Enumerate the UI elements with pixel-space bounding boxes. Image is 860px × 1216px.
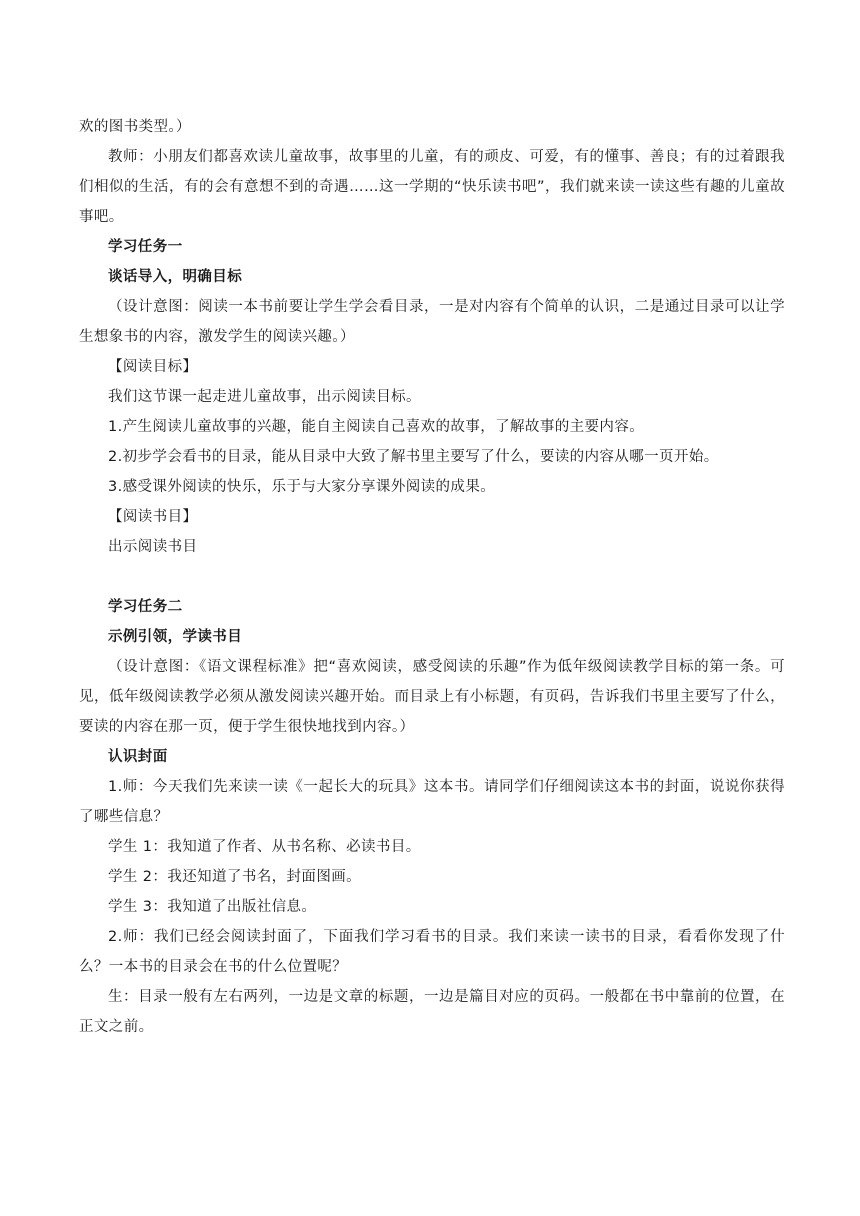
heading-know-cover: 认识封面: [108, 749, 168, 765]
paragraph-design-intent-1: （设计意图：阅读一本书前要让学生学会看目录，一是对内容有个简单的认识，二是通过目录可以让学生想象书的内容，激发学生的阅读兴趣。）: [79, 299, 785, 345]
paragraph-show-list: 出示阅读书目: [108, 539, 198, 555]
blank-line: [79, 562, 785, 592]
paragraph-student-2: 学生 2：我还知道了书名，封面图画。: [108, 869, 362, 885]
heading-task-two: 学习任务二: [108, 599, 183, 615]
paragraph-goals-intro: 我们这节课一起走进儿童故事，出示阅读目标。: [108, 389, 421, 405]
heading-reading-list: 【阅读书目】: [108, 509, 198, 525]
paragraph-teacher-intro: 教师：小朋友们都喜欢读儿童故事，故事里的儿童，有的顽皮、可爱，有的懂事、善良；有的过着跟我们相似的生活，有的会有意想不到的奇遇……这一学期的“快乐读书吧”，我们就来读一读这些有趣的儿童故事吧。: [79, 149, 785, 225]
paragraph-teacher-contents: 2.师：我们已经会阅读封面了，下面我们学习看书的目录。我们来读一读书的目录，看看你发现了什么？一本书的目录会在书的什么位置呢？: [79, 929, 785, 975]
heading-intro-goals: 谈话导入，明确目标: [108, 269, 243, 285]
goal-item-1: 1.产生阅读儿童故事的兴趣，能自主阅读自己喜欢的故事，了解故事的主要内容。: [108, 419, 645, 435]
goal-item-3: 3.感受课外阅读的快乐，乐于与大家分享课外阅读的成果。: [108, 479, 496, 495]
document-page: [79, 112, 785, 1042]
paragraph-design-intent-2: （设计意图：《语文课程标准》把“喜欢阅读，感受阅读的乐趣”作为低年级阅读教学目标的第一条。可见，低年级阅读教学必须从激发阅读兴趣开始。而目录上有小标题，有页码，告诉我们书里主要写了什么，要读的内容在那一页，便于学生很快地找到内容。）: [79, 659, 785, 735]
heading-reading-goals: 【阅读目标】: [108, 359, 198, 375]
paragraph-continuation: 欢的图书类型。）: [79, 119, 191, 135]
paragraph-student-3: 学生 3：我知道了出版社信息。: [108, 899, 317, 915]
paragraph-student-1: 学生 1：我知道了作者、从书名称、必读书目。: [108, 839, 421, 855]
heading-example-guide: 示例引领，学读书目: [108, 629, 243, 645]
heading-task-one: 学习任务一: [108, 239, 183, 255]
goal-item-2: 2.初步学会看书的目录，能从目录中大致了解书里主要写了什么，要读的内容从哪一页开始。: [108, 449, 719, 465]
paragraph-teacher-cover: 1.师：今天我们先来读一读《一起长大的玩具》这本书。请同学们仔细阅读这本书的封面，说说你获得了哪些信息？: [79, 779, 785, 825]
paragraph-student-answer: 生：目录一般有左右两列，一边是文章的标题，一边是篇目对应的页码。一般都在书中靠前的位置，在正文之前。: [79, 989, 785, 1035]
